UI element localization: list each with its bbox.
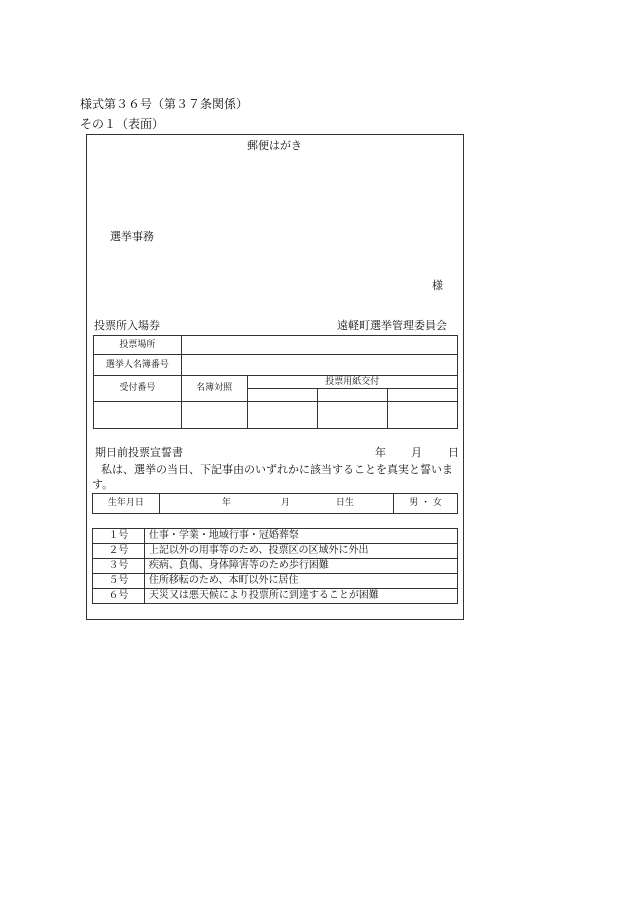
reason-number: ５号 xyxy=(93,574,145,589)
reasons-table xyxy=(92,528,458,604)
declaration-day: 日 xyxy=(448,446,459,459)
birth-year-unit: 年 xyxy=(221,498,231,508)
form-part-label: その１（表面） xyxy=(80,117,165,131)
ballot-issue-cell-2 xyxy=(318,402,388,429)
reason-number: ３号 xyxy=(93,559,145,574)
birth-month-unit: 月 xyxy=(280,498,290,508)
postcard-label: 郵便はがき xyxy=(247,139,302,152)
reception-number-cell xyxy=(94,402,182,429)
birth-date-label: 生年月日 xyxy=(93,494,160,514)
register-check-label: 名簿対照 xyxy=(181,376,247,402)
gender-choice: 男 ・ 女 xyxy=(394,494,458,514)
polling-place-label: 投票場所 xyxy=(94,336,182,355)
reason-number: １号 xyxy=(93,529,145,544)
reception-number-label: 受付番号 xyxy=(94,376,182,402)
declaration-month: 月 xyxy=(411,446,422,459)
reason-text: 仕事・学業・地域行事・冠婚葬祭 xyxy=(144,529,457,544)
polling-place-value xyxy=(181,336,457,355)
ballot-issue-subhead-1 xyxy=(247,389,318,402)
ticket-table xyxy=(93,335,458,429)
ballot-issue-subhead-2 xyxy=(318,389,388,402)
declaration-text-line2: す。 xyxy=(92,478,114,491)
ballot-issue-subhead-3 xyxy=(388,389,458,402)
reason-text: 天災又は悪天候により投票所に到達することが困難 xyxy=(144,589,457,604)
voter-register-number-label: 選挙人名簿番号 xyxy=(94,355,182,376)
declaration-year: 年 xyxy=(375,446,386,459)
birth-gender-table xyxy=(92,493,458,514)
declaration-text-line1: 私は、選挙の当日、下記事由のいずれかに該当することを真実と誓いま xyxy=(101,463,453,476)
reason-number: ６号 xyxy=(93,589,145,604)
voter-register-number-value xyxy=(181,355,457,376)
birth-day-unit: 日生 xyxy=(335,498,354,508)
reason-text: 疾病、負傷、身体障害等のため歩行困難 xyxy=(144,559,457,574)
issuer: 遠軽町選挙管理委員会 xyxy=(337,319,447,332)
ballot-issue-label: 投票用紙交付 xyxy=(247,376,457,389)
reason-text: 住所移転のため、本町以外に居住 xyxy=(144,574,457,589)
birth-date-value xyxy=(159,494,393,514)
form-number: 様式第３６号（第３７条関係） xyxy=(80,97,249,111)
reason-number: ２号 xyxy=(93,544,145,559)
ticket-title: 投票所入場券 xyxy=(94,319,160,332)
ballot-issue-cell-1 xyxy=(247,402,318,429)
declaration-title: 期日前投票宣誓書 xyxy=(95,446,183,459)
reason-text: 上記以外の用事等のため、投票区の区域外に外出 xyxy=(144,544,457,559)
honorific: 様 xyxy=(432,279,443,292)
ballot-issue-cell-3 xyxy=(388,402,458,429)
addressee: 選挙事務 xyxy=(110,230,154,243)
register-check-cell xyxy=(181,402,247,429)
